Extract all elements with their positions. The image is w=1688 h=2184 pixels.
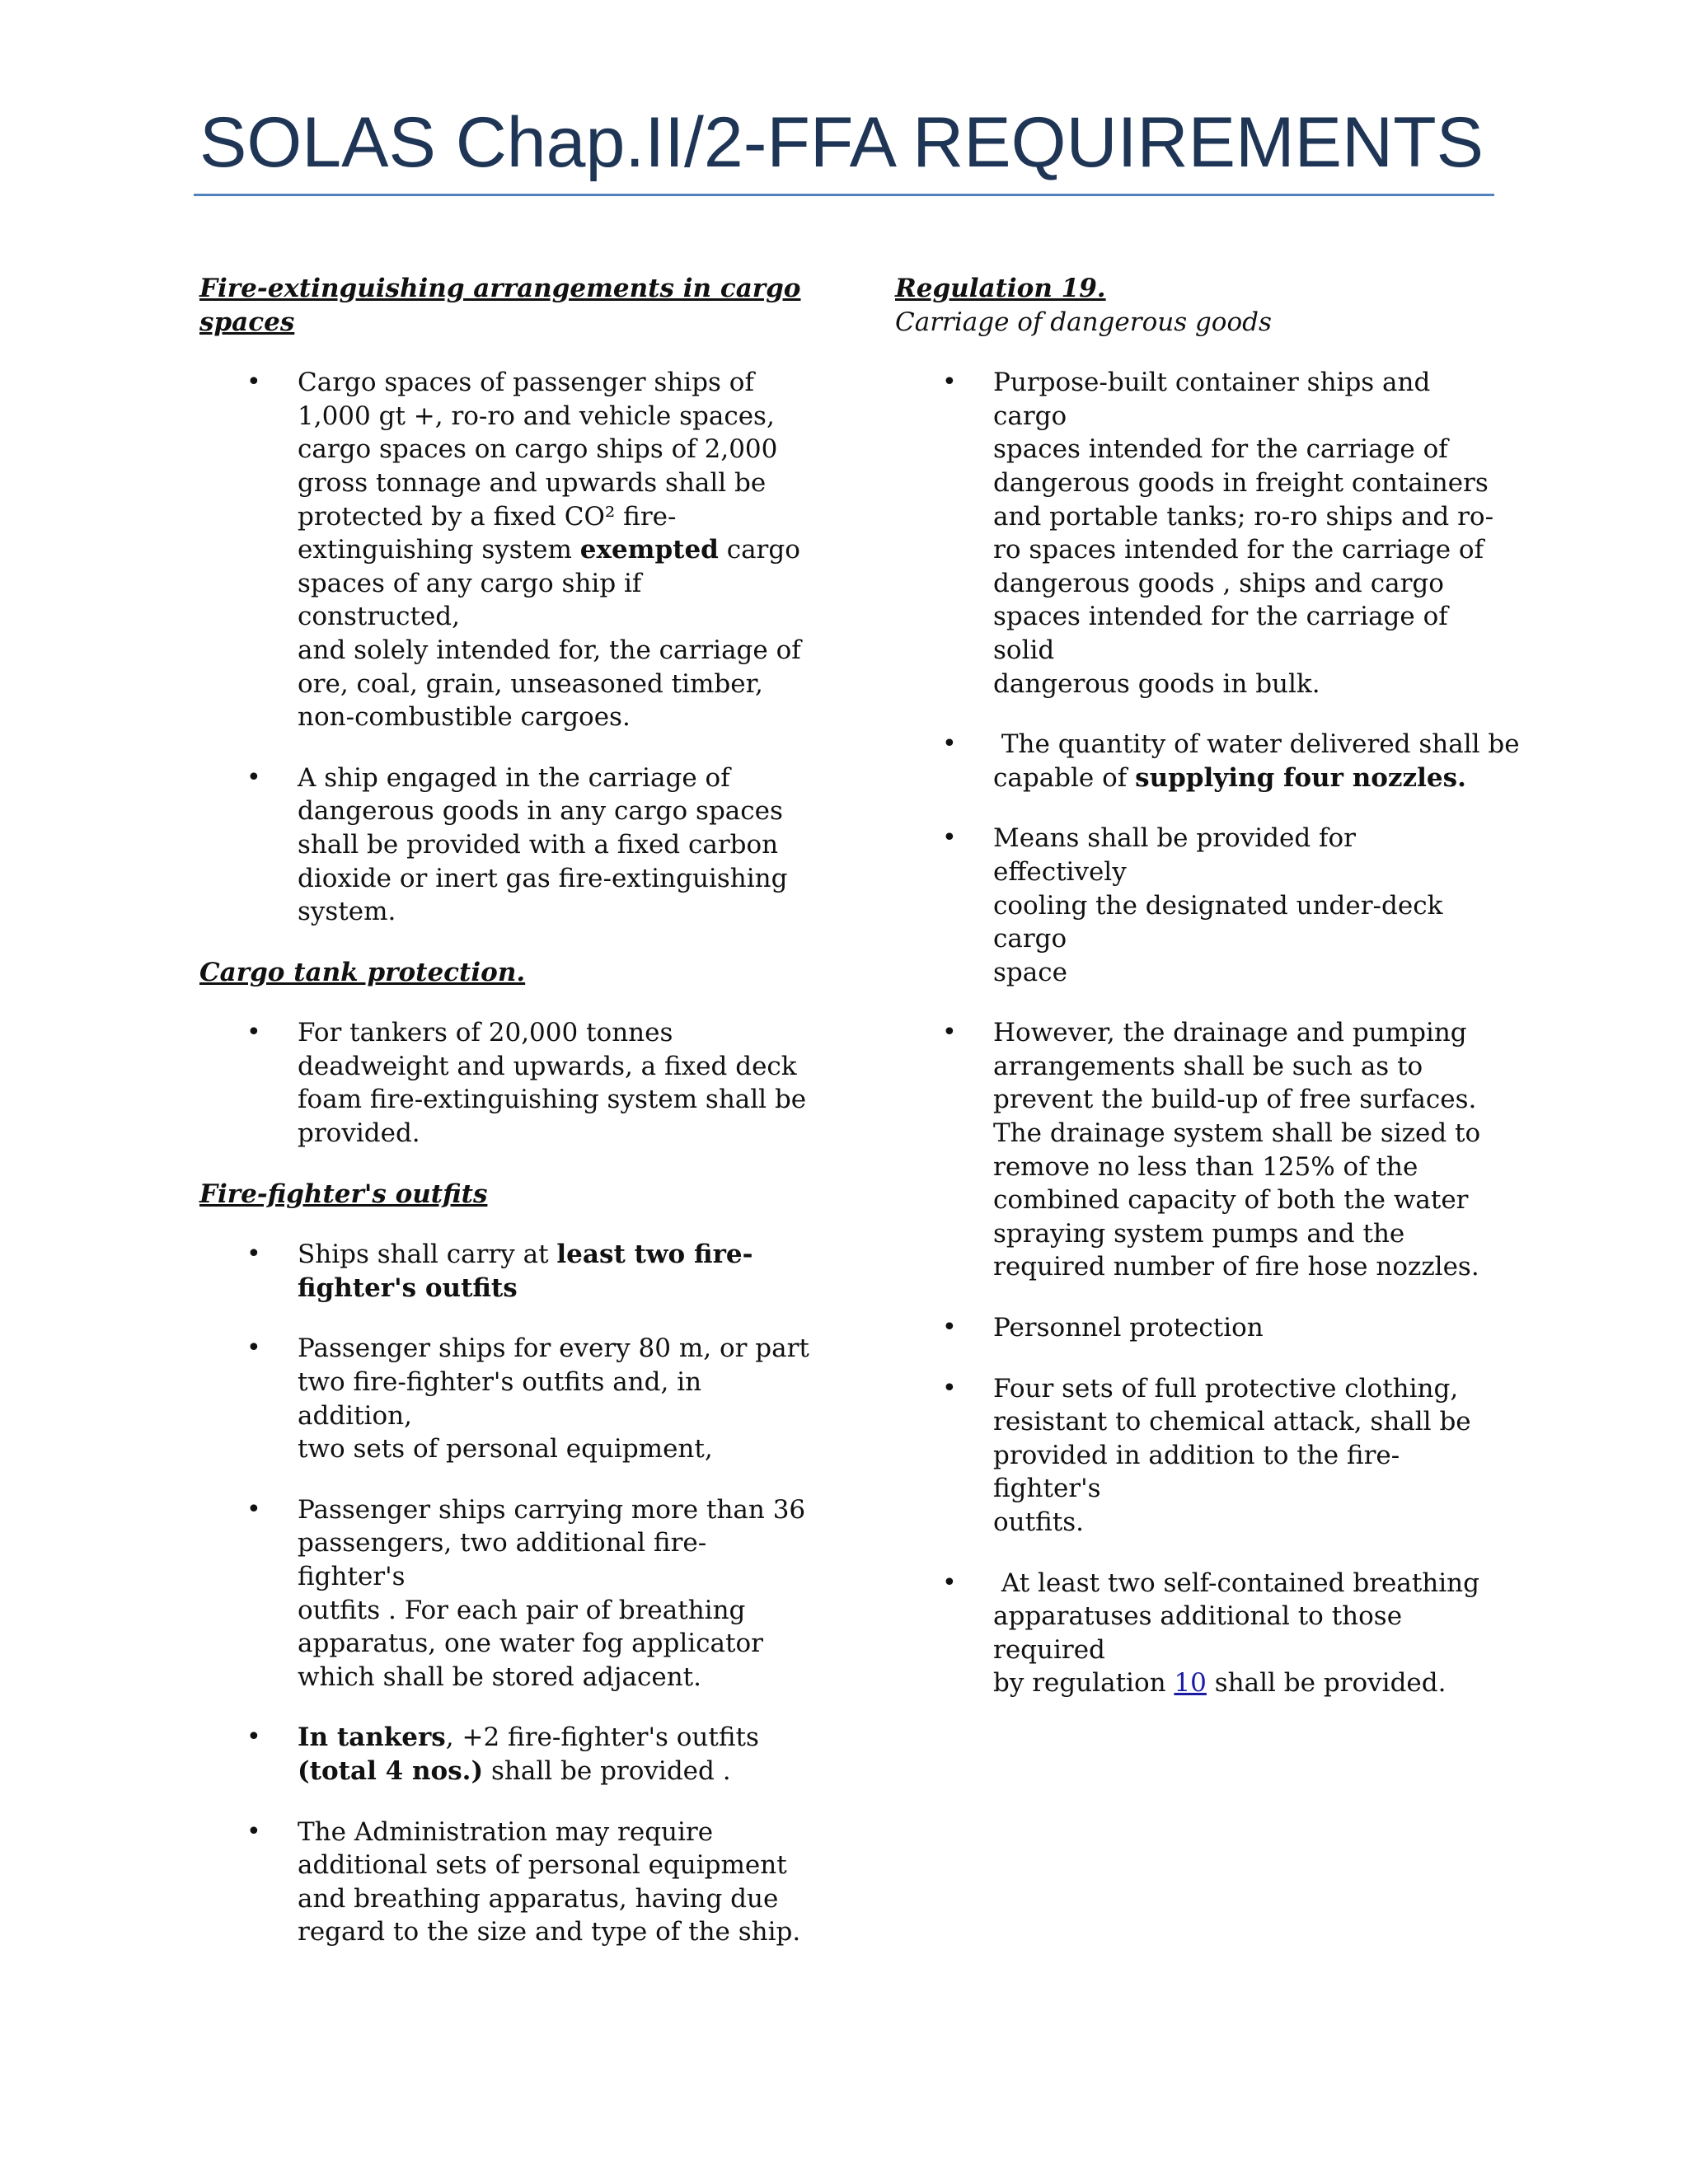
section-heading-cargo-tank: Cargo tank protection. xyxy=(199,957,526,987)
list-item: • Cargo spaces of passenger ships of 1,000 gt +, ro-ro and vehicle spaces, cargo spaces on cargo ships of 2,000 gross tonnage and upwards shall be protected by a fixed CO² fire- extinguishing system exempted cargo spaces of any cargo ship if constructed, and solely intended for, the carriage of ore, coal, grain, unseasoned timber, non-combustible cargoes. xyxy=(246,368,801,733)
right-column xyxy=(895,272,1520,1727)
section-heading-fire-extinguishing: Fire-extinguishing arrangements in cargo spaces xyxy=(199,274,801,337)
bullet-icon: • xyxy=(942,368,957,397)
bullet-icon: • xyxy=(942,1018,957,1047)
list-item: • A ship engaged in the carriage of dangerous goods in any cargo spaces shall be provided with a fixed carbon dioxide or inert gas fire-extinguishing system. xyxy=(246,762,788,927)
section-heading-regulation-19: Regulation 19. xyxy=(895,274,1106,303)
list-item: • Personnel protection xyxy=(895,1311,1497,1345)
regulation-10-link[interactable]: 10 xyxy=(1174,1668,1207,1699)
list-item: • In tankers, +2 fire-fighter's outfits (total 4 nos.) shall be provided . xyxy=(246,1722,759,1786)
list-item: • The Administration may require additional sets of personal equipment and breathing apparatus, having due regard to the size and type of the ship. xyxy=(246,1816,801,1947)
bullet-icon: • xyxy=(942,1568,957,1597)
bullet-icon: • xyxy=(246,1018,261,1047)
fire-extinguishing-list xyxy=(199,366,809,929)
section-subheading-dangerous-goods: Carriage of dangerous goods xyxy=(895,307,1272,337)
list-item: • Passenger ships carrying more than 36 passengers, two additional fire-fighter's outfits . For each pair of breathing apparatus, one water fog applicator which shall be stored adjacent. xyxy=(246,1494,806,1692)
list-item: • For tankers of 20,000 tonnes deadweight and upwards, a fixed deck foam fire-extinguishing system shall be provided. xyxy=(246,1018,807,1149)
list-item: • Four sets of full protective clothing, resistant to chemical attack, shall be provided in addition to the fire-fighter's outfits. xyxy=(942,1373,1471,1537)
cargo-tank-list xyxy=(199,1016,809,1150)
bullet-icon: • xyxy=(246,1494,261,1524)
regulation-19-list xyxy=(895,366,1520,1700)
bullet-icon: • xyxy=(246,368,261,397)
bullet-icon: • xyxy=(942,823,957,853)
bullet-icon: • xyxy=(942,729,957,759)
list-item: • At least two self-contained breathing apparatuses additional to those required by regulation 10 shall be provided. xyxy=(942,1568,1479,1699)
list-item: • Passenger ships for every 80 m, or part two fire-fighter's outfits and, in addition, two sets of personal equipment, xyxy=(246,1333,809,1465)
list-item: • Ships shall carry at least two fire- fighter's outfits xyxy=(246,1240,753,1303)
page-title: SOLAS Chap.II/2-FFA REQUIREMENTS xyxy=(199,103,1484,182)
bullet-icon: • xyxy=(942,1313,957,1343)
bullet-icon: • xyxy=(246,1240,261,1269)
bullet-icon: • xyxy=(246,762,261,792)
bullet-icon: • xyxy=(246,1816,261,1846)
bullet-icon: • xyxy=(942,1373,957,1403)
list-item: • However, the drainage and pumping arrangements shall be such as to prevent the build-up of free surfaces. The drainage system shall be sized to remove no less than 125% of the combined capacity of both the water spraying system pumps and the required number of fire hose nozzles. xyxy=(942,1018,1481,1282)
list-item: • Purpose-built container ships and cargo spaces intended for the carriage of dangerous goods in freight containers and portable tanks; ro-ro ships and ro- ro spaces intended for the carriage of dangerous goods , ships and cargo spaces intended for the carriage of solid dangerous goods in bulk. xyxy=(942,368,1494,699)
bullet-icon: • xyxy=(246,1333,261,1363)
list-item: • Means shall be provided for effectively cooling the designated under-deck cargo space xyxy=(942,823,1443,987)
section-heading-fire-fighter-outfits: Fire-fighter's outfits xyxy=(199,1179,488,1209)
bullet-icon: • xyxy=(246,1722,261,1752)
left-column xyxy=(199,272,809,1976)
title-divider xyxy=(194,194,1494,196)
list-item: • The quantity of water delivered shall be capable of supplying four nozzles. xyxy=(942,729,1520,793)
fire-fighter-outfits-list xyxy=(199,1238,809,1949)
